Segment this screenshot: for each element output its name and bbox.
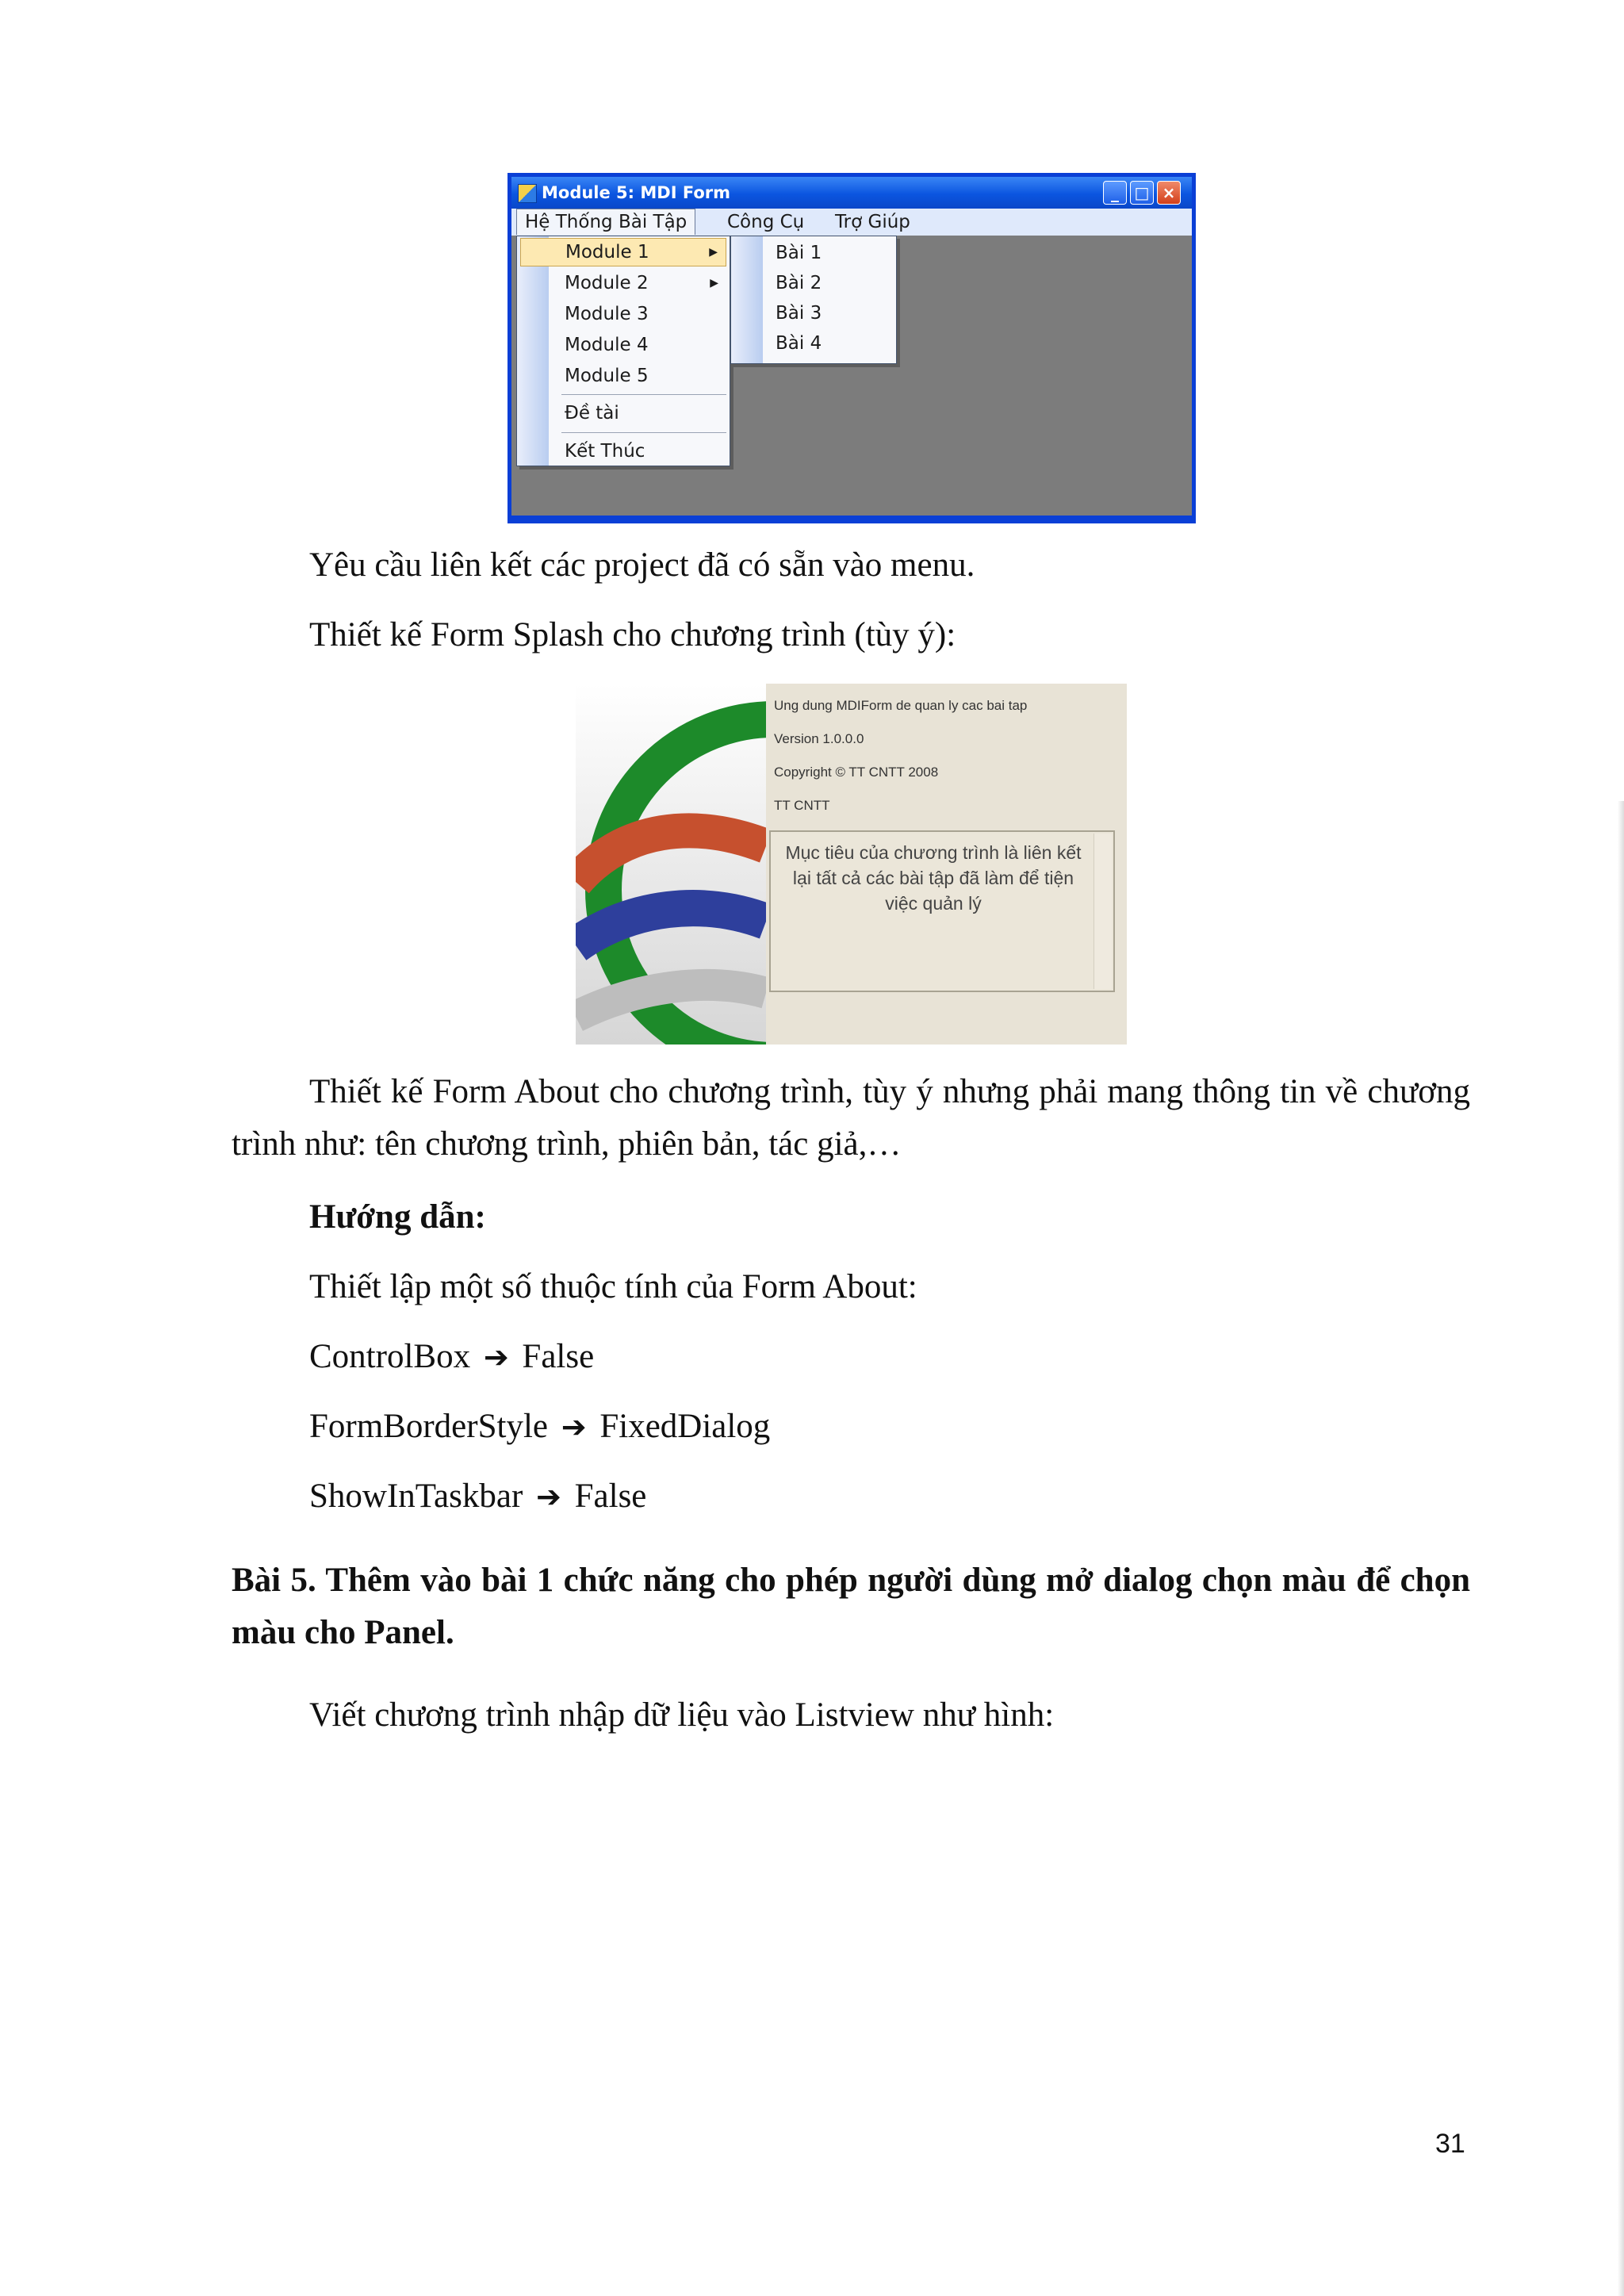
menu-he-thong-bai-tap[interactable]: Hệ Thống Bài Tập [516,209,695,235]
splash-description-textbox[interactable] [769,830,1115,992]
window-title-bar [511,177,1192,209]
menu-separator [561,394,726,395]
menu-separator [561,432,726,433]
guide-heading: Hướng dẫn: [309,1198,486,1236]
splash-company: TT CNTT [774,798,830,813]
mdi-form-screenshot [508,173,1196,523]
property-row [309,1331,594,1383]
paragraph-splash-form: Thiết kế Form Splash cho chương trình (tùy ý): [309,616,956,654]
menu-tro-giup[interactable]: Trợ Giúp [835,212,910,232]
window-title: Module 5: MDI Form [542,183,730,202]
page-edge-shadow [1618,801,1624,2296]
maximize-button[interactable]: □ [1130,181,1154,205]
property-row [309,1470,646,1523]
property-row [309,1401,770,1453]
property-value: FixedDialog [599,1408,771,1445]
right-arrow-icon: ➔ [536,1479,561,1514]
menu-bar [511,209,1192,236]
page-number: 31 [1435,2129,1465,2159]
submenu-arrow-icon: ▶ [709,246,718,259]
splash-app-name: Ung dung MDIForm de quan ly cac bai tap [774,698,1028,713]
guide-intro: Thiết lập một số thuộc tính của Form About: [309,1268,917,1305]
scrollbar[interactable] [1094,834,1112,989]
mdi-client-area [511,236,1192,516]
submenu-arrow-icon: ▶ [710,277,718,289]
splash-form-screenshot [576,684,1127,1045]
menu-item-module-1[interactable]: Module 1 ▶ [520,238,726,266]
property-value: False [574,1478,647,1515]
splash-version: Version 1.0.0.0 [774,731,864,746]
menu-cong-cu[interactable]: Công Cụ [727,212,805,232]
menu-item-module-5[interactable]: Module 5 [565,366,649,386]
app-icon [518,184,537,203]
paragraph-listview: Viết chương trình nhập dữ liệu vào Listview như hình: [309,1696,1055,1734]
right-arrow-icon: ➔ [483,1340,509,1374]
splash-logo-image [576,684,766,1045]
splash-description: Mục tiêu của chương trình là liên kết lại tất cả các bài tập đã làm để tiện việc quản lý [785,842,1082,914]
property-name: ShowInTaskbar [309,1478,523,1515]
minimize-button[interactable]: _ [1103,181,1127,205]
close-button[interactable]: × [1157,181,1181,205]
paragraph-about-form: Thiết kế Form About cho chương trình, tùy ý nhưng phải mang thông tin về chương trình như: tên chương trình, phiên bản, tác giả,… [232,1073,1470,1163]
module-1-submenu [730,236,897,364]
submenu-item-bai-1[interactable]: Bài 1 [776,243,822,263]
submenu-item-bai-2[interactable]: Bài 2 [776,273,822,293]
system-dropdown-menu [516,236,730,466]
menu-item-module-3[interactable]: Module 3 [565,304,649,324]
interlocking-rings-logo [576,684,766,1045]
right-arrow-icon: ➔ [561,1409,587,1444]
menu-item-de-tai[interactable]: Đề tài [565,403,619,424]
property-name: FormBorderStyle [309,1408,548,1445]
property-value: False [522,1338,595,1375]
submenu-item-bai-3[interactable]: Bài 3 [776,303,822,324]
property-name: ControlBox [309,1338,471,1375]
paragraph-link-projects: Yêu cầu liên kết các project đã có sẵn vào menu. [309,546,975,584]
menu-item-module-2[interactable]: Module 2 ▶ [520,269,726,297]
submenu-item-bai-4[interactable]: Bài 4 [776,333,822,354]
menu-item-module-4[interactable]: Module 4 [565,335,649,355]
menu-item-ket-thuc[interactable]: Kết Thúc [565,441,645,462]
splash-copyright: Copyright © TT CNTT 2008 [774,765,939,780]
exercise-5-heading: Bài 5. Thêm vào bài 1 chức năng cho phép người dùng mở dialog chọn màu để chọn màu cho Panel. [232,1562,1470,1651]
